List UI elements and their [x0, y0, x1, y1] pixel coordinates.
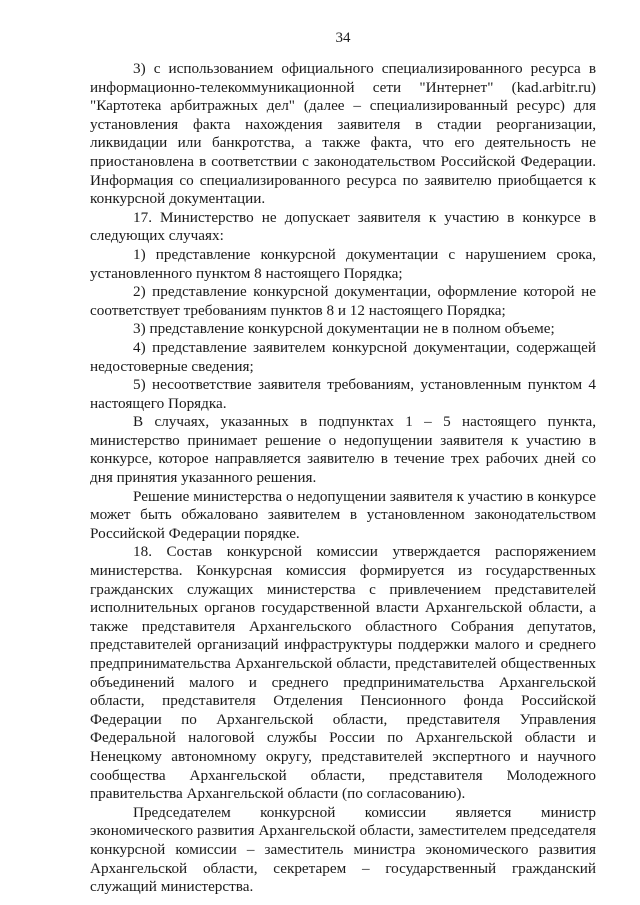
- paragraph-refusal-decision: В случаях, указанных в подпунктах 1 – 5 настоящего пункта, министерство принимает решение о недопущении заявителя к участию в конкурсе, которое направляется заявителю в течение трех рабочих дней со дня принятия указанного решения.: [90, 413, 596, 487]
- document-body: [90, 60, 596, 897]
- paragraph-commission-chair: Председателем конкурсной комиссии является министр экономического развития Архангельской области, заместителем председателя конкурсной комиссии – заместитель министра экономического развития Архангельской области, секретарем – государственный гражданский служащий министерства.: [90, 803, 596, 896]
- page-number: 34: [335, 30, 351, 46]
- paragraph-clause-17-intro: 17. Министерство не допускает заявителя к участию в конкурсе в следующих случаях:: [90, 208, 596, 245]
- paragraph-clause-18-commission: 18. Состав конкурсной комиссии утверждается распоряжением министерства. Конкурсная комиссия формируется из государственных гражданских служащих министерства с привлечением представителей исполнительных органов государственной власти Архангельской области, а также представителя Архангельского областного Собрания депутатов, представителей организаций инфраструктуры поддержки малого и среднего предпринимательства Архангельской области, представителей общественных объединений малого и среднего предпринимательства Архангельской области, представителя Отделения Пенсионного фонда Российской Федерации по Архангельской области, представителя Управления Федеральной налоговой службы России по Архангельской области и Ненецкому автономному округу, представителей экспертного и научного сообщества Архангельской области, представителя Молодежного правительства Архангельской области (по согласованию).: [90, 543, 596, 803]
- paragraph-appeal: Решение министерства о недопущении заявителя к участию в конкурсе может быть обжаловано заявителем в установленном законодательством Российской Федерации порядке.: [90, 487, 596, 542]
- paragraph-case-1: 1) представление конкурсной документации с нарушением срока, установленного пунктом 8 настоящего Порядка;: [90, 245, 596, 282]
- paragraph-case-5: 5) несоответствие заявителя требованиям, установленным пунктом 4 настоящего Порядка.: [90, 376, 596, 412]
- paragraph-case-3: 3) представление конкурсной документации не в полном объеме;: [133, 320, 555, 338]
- paragraph-item-3-specialized-resource: 3) с использованием официального специализированного ресурса в информационно-телекоммуникационной сети "Интернет" (kad.arbitr.ru) "Картотека арбитражных дел" (далее – специализированный ресурс) для установления факта нахождения заявителя в стадии реорганизации, ликвидации или банкротства, а также факта, что его деятельность не приостановлена в соответствии с законодательством Российской Федерации. Информация со специализированного ресурса по заявителю приобщается к конкурсной документации.: [90, 60, 596, 208]
- paragraph-case-4: 4) представление заявителем конкурсной документации, содержащей недостоверные сведения;: [90, 338, 596, 375]
- paragraph-case-2: 2) представление конкурсной документации, оформление которой не соответствует требованиям пунктов 8 и 12 настоящего Порядка;: [90, 283, 596, 319]
